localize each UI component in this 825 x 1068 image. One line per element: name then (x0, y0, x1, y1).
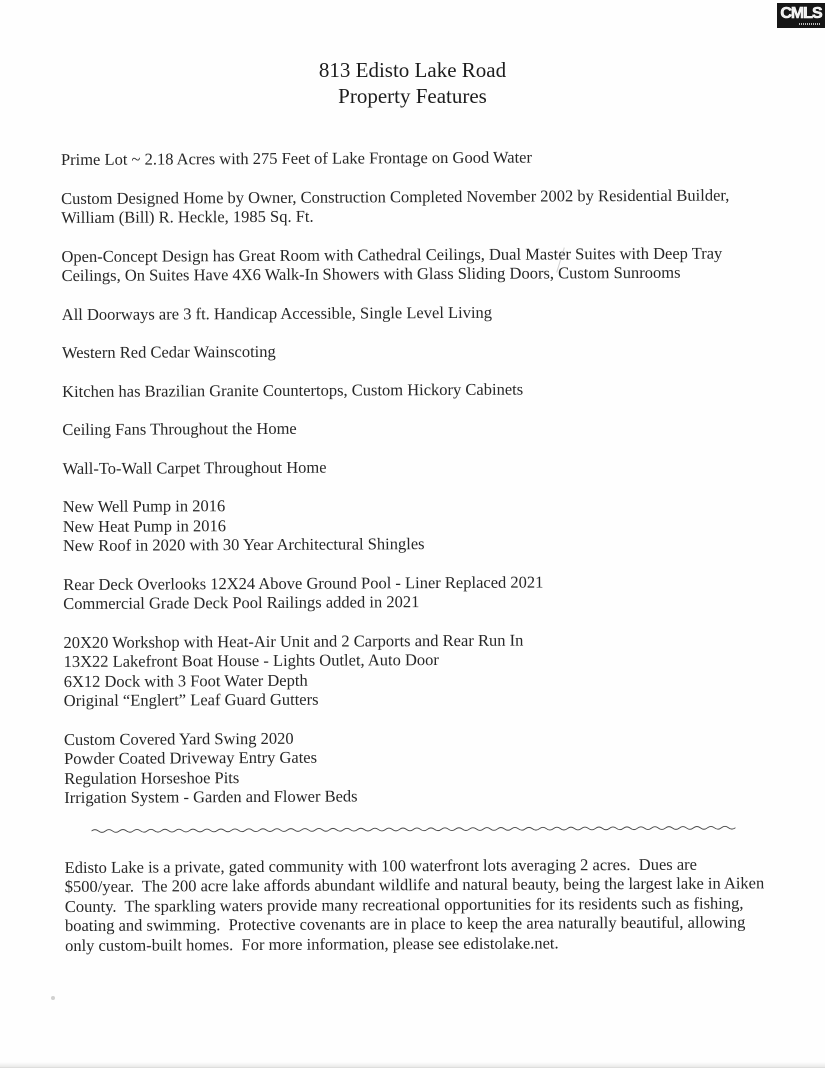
feature-line: Western Red Cedar Wainscoting (61, 341, 276, 363)
feature-line: Regulation Horseshoe Pits (64, 767, 240, 788)
community-line: only custom-built homes. For more information, please see edistolake.net. (65, 933, 559, 955)
feature-line: 6X12 Dock with 3 Foot Water Depth (63, 670, 308, 691)
feature-line: Commercial Grade Deck Pool Railings added in 2021 (63, 592, 420, 613)
feature-block (63, 455, 779, 478)
document-body (61, 146, 781, 955)
feature-line: Open-Concept Design has Great Room with Cathedral Ceilings, Dual Master Suites with Deep Tray (61, 243, 723, 266)
feature-line: Irrigation System - Garden and Flower Beds (64, 786, 358, 807)
feature-line: 13X22 Lakefront Boat House - Lights Outlet, Auto Door (63, 650, 439, 671)
cmls-logo-text: CMLS (780, 5, 822, 22)
feature-line: Prime Lot ~ 2.18 Acres with 275 Feet of Lake Frontage on Good Water (60, 147, 533, 170)
page-bottom-edge (0, 1062, 825, 1068)
feature-line: Wall-To-Wall Carpet Throughout Home (62, 457, 327, 478)
feature-block (61, 243, 777, 286)
community-line: $500/year. The 200 acre lake affords abundant wildlife and natural beauty, being the largest lake in Aiken (64, 873, 765, 897)
feature-block (62, 378, 778, 401)
feature-line: Ceilings, On Suites Have 4X6 Walk-In Showers with Glass Sliding Doors, Custom Sunrooms (61, 262, 681, 286)
feature-block (62, 301, 778, 324)
feature-block (62, 339, 778, 362)
community-line: boating and swimming. Protective covenants are in place to keep the area naturally beautiful, allowing (64, 912, 746, 936)
feature-block (63, 493, 779, 555)
document-title: 813 Edisto Lake Road (318, 58, 507, 82)
feature-line: All Doorways are 3 ft. Handicap Accessible, Single Level Living (61, 302, 493, 324)
feature-line: Rear Deck Overlooks 12X24 Above Ground Pool - Liner Replaced 2021 (63, 571, 544, 594)
feature-line: Original “Englert” Leaf Guard Gutters (63, 689, 319, 710)
community-description (65, 854, 782, 956)
document-header (0, 57, 825, 109)
cmls-logo-fine-print (799, 23, 821, 25)
wavy-divider (91, 823, 780, 835)
feature-block (62, 416, 778, 439)
feature-block (61, 185, 777, 228)
feature-block (61, 146, 777, 169)
community-line: Edisto Lake is a private, gated community with 100 waterfront lots averaging 2 acres. Dues are (64, 854, 697, 877)
feature-line: Ceiling Fans Throughout the Home (62, 418, 297, 440)
feature-line: Custom Covered Yard Swing 2020 (63, 728, 294, 749)
feature-block (63, 629, 779, 711)
feature-line: William (Bill) R. Heckle, 1985 Sq. Ft. (61, 206, 314, 228)
feature-line: Custom Designed Home by Owner, Construction Completed November 2002 by Residential Builder, (61, 185, 730, 208)
feature-line: New Roof in 2020 with 30 Year Architectural Shingles (62, 534, 425, 555)
feature-line: Kitchen has Brazilian Granite Countertops, Custom Hickory Cabinets (62, 379, 524, 401)
feature-line: New Well Pump in 2016 (62, 496, 226, 517)
scan-artifact-dot (51, 996, 55, 1000)
community-line: County. The sparkling waters provide many recreational opportunities for its residents such as fishing, (64, 893, 744, 916)
wavy-divider-path (91, 826, 735, 832)
document-subtitle: Property Features (338, 84, 487, 108)
feature-block (64, 726, 780, 808)
feature-line: Powder Coated Driveway Entry Gates (64, 747, 318, 768)
feature-list (61, 146, 780, 807)
feature-line: New Heat Pump in 2016 (62, 515, 227, 536)
feature-block (63, 571, 779, 614)
cmls-logo (777, 3, 825, 28)
feature-line: 20X20 Workshop with Heat-Air Unit and 2 Carports and Rear Run In (63, 630, 524, 652)
